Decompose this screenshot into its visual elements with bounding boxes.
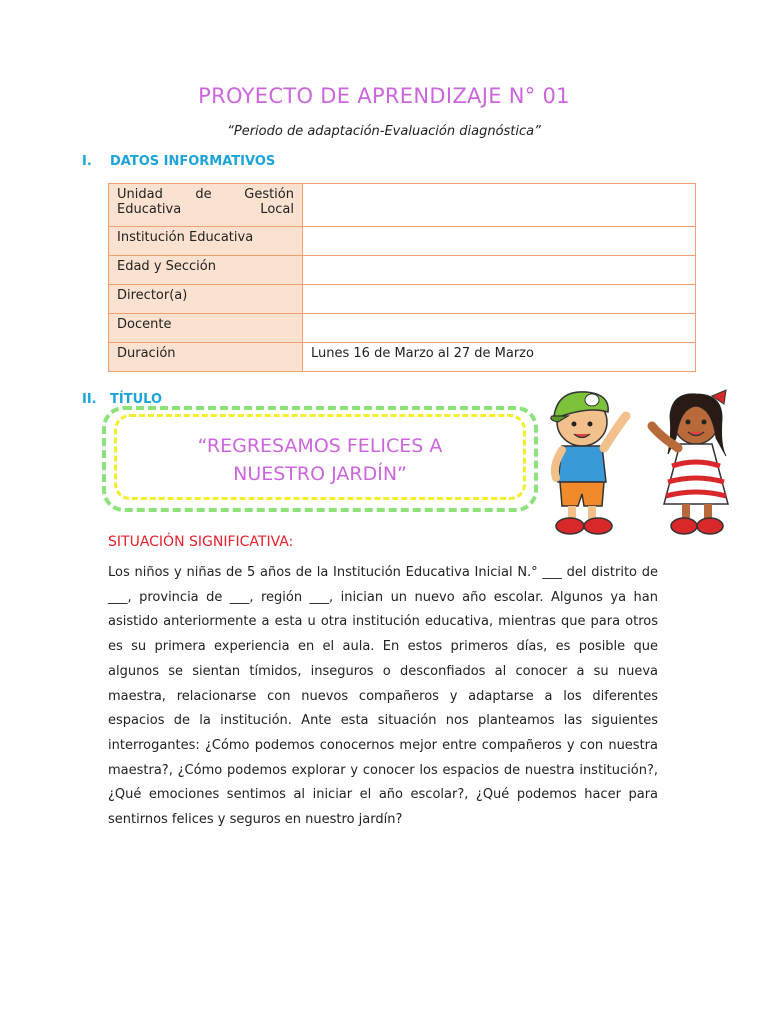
- section-title: DATOS INFORMATIVOS: [110, 154, 276, 169]
- table-label-cell: [109, 184, 303, 227]
- table-row: [109, 314, 696, 343]
- section-title: TÍTULO: [110, 392, 162, 407]
- project-title-line1: “REGRESAMOS FELICES A: [197, 435, 443, 457]
- row-label: Docente: [109, 314, 303, 343]
- section-heading-titulo: [82, 392, 162, 407]
- table-value-cell: [303, 285, 696, 314]
- table-row: [109, 256, 696, 285]
- table-row: [109, 343, 696, 372]
- row-label: Duración: [109, 343, 303, 372]
- boy-figure: [551, 392, 626, 534]
- table-value-cell: [303, 184, 696, 227]
- row-label: Edad y Sección: [109, 256, 303, 285]
- situation-heading: SITUACIÓN SIGNIFICATIVA:: [108, 534, 294, 550]
- row-label: Unidad de Gestión Educativa Local: [117, 187, 294, 217]
- table-row: [109, 184, 696, 227]
- row-label: Institución Educativa: [109, 227, 303, 256]
- two-children-illustration: [548, 386, 744, 546]
- table-value-cell: [303, 256, 696, 285]
- row-label: Director(a): [109, 285, 303, 314]
- section-number: II.: [82, 392, 97, 407]
- girl-figure: [652, 390, 728, 534]
- document-title: PROYECTO DE APRENDIZAJE N° 01: [198, 84, 570, 108]
- document-subtitle: “Periodo de adaptación-Evaluación diagnóstica”: [227, 124, 541, 139]
- situation-paragraph: Los niños y niñas de 5 años de la Institución Educativa Inicial N.° ___ del distrito de ___, provincia de ___, región ___, inician un nuevo año escolar. Algunos ya han asistido anteriormente a esta u otra institución educativa, mientras que para otros es su primera experiencia en el aula. En estos primeros días, es posible que algunos se sientan tímidos, inseguros o desconfiados al conocer a su nueva maestra, relacionarse con nuevos compañeros y adaptarse a los diferentes espacios de la institución. Ante esta situación nos planteamos las siguientes interrogantes: ¿Cómo podemos conocernos mejor entre compañeros y con nuestra maestra?, ¿Cómo podemos explorar y conocer los espacios de nuestra institución?, ¿Qué emociones sentimos al iniciar el año escolar?, ¿Qué podemos hacer para sentirnos felices y seguros en nuestro jardín?: [108, 565, 658, 828]
- project-title-line2: NUESTRO JARDÍN”: [233, 463, 407, 485]
- table-value-cell: [303, 227, 696, 256]
- table-value-cell: Lunes 16 de Marzo al 27 de Marzo: [303, 343, 696, 372]
- section-number: I.: [82, 154, 92, 169]
- table-value-cell: [303, 314, 696, 343]
- section-heading-datos: [82, 154, 275, 169]
- table-row: [109, 227, 696, 256]
- project-title: [120, 432, 520, 488]
- table-row: [109, 285, 696, 314]
- datos-informativos-table: [108, 183, 696, 372]
